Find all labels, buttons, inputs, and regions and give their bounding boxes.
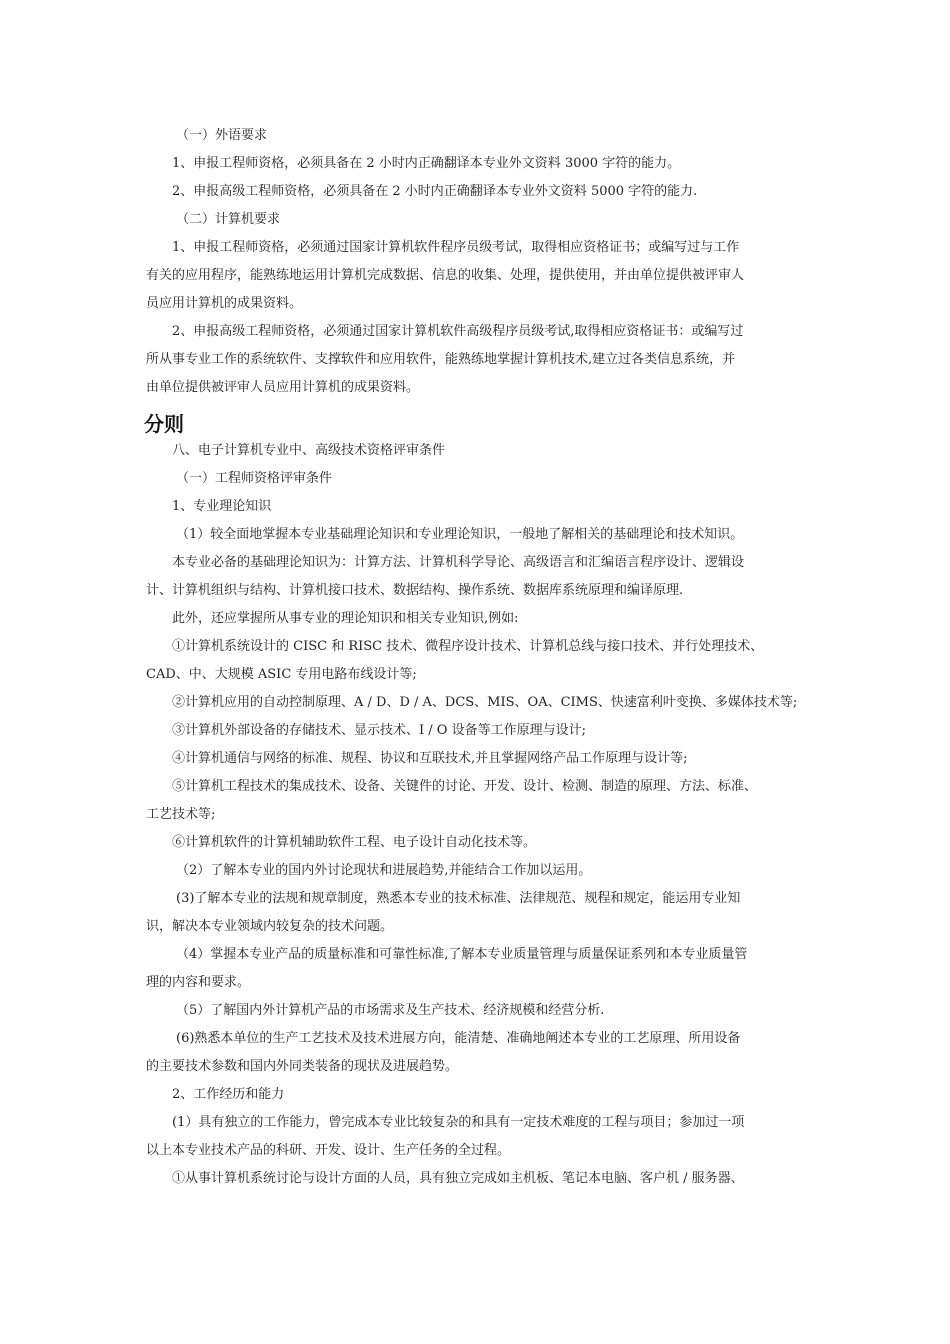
paragraph-line: 八、电子计算机专业中、高级技术资格评审条件	[172, 443, 446, 458]
paragraph-line: 计、计算机组织与结构、计算机接口技术、数据结构、操作系统、数据库系统原理和编译原理.	[146, 583, 684, 598]
paragraph-line: ⑥计算机软件的计算机辅助软件工程、电子设计自动化技术等。	[172, 835, 537, 850]
subheading-computer: （二）计算机要求	[176, 212, 281, 227]
paragraph-line: 识，解决本专业领域内较复杂的技术问题。	[146, 919, 394, 934]
paragraph-line: ③计算机外部设备的存储技术、显示技术、I / O 设备等工作原理与设计;	[172, 723, 586, 738]
paragraph-line: 2、申报高级工程师资格，必须通过国家计算机软件高级程序员级考试,取得相应资格证书：或编写过	[172, 324, 744, 339]
section-foreign-language	[146, 122, 816, 402]
section-body	[146, 437, 816, 1193]
paragraph-line: 工艺技术等;	[146, 807, 216, 822]
paragraph-line: ④计算机通信与网络的标准、规程、协议和互联技术,并且掌握网络产品工作原理与设计等;	[172, 751, 688, 766]
paragraph-line: 2、工作经历和能力	[172, 1087, 285, 1102]
paragraph-line: (3)了解本专业的法规和规章制度，熟悉本专业的技术标准、法律规范、规程和规定，能运用专业知	[176, 891, 741, 906]
paragraph-line: 理的内容和要求。	[146, 975, 251, 990]
paragraph-line: 由单位提供被评审人员应用计算机的成果资料。	[146, 380, 420, 395]
paragraph-line: ①从事计算机系统讨论与设计方面的人员，具有独立完成如主机板、笔记本电脑、客户机 / 服务器、	[172, 1171, 744, 1186]
paragraph-line: 的主要技术参数和国内外同类装备的现状及进展趋势。	[146, 1059, 459, 1074]
paragraph-line: ①计算机系统设计的 CISC 和 RISC 技术、微程序设计技术、计算机总线与接口技术、并行处理技术、	[172, 639, 764, 654]
paragraph-line: CAD、中、大规模 ASIC 专用电路布线设计等;	[146, 667, 417, 682]
paragraph-line: 有关的应用程序，能熟练地运用计算机完成数据、信息的收集、处理，提供使用，并由单位提供被评审人	[146, 268, 745, 283]
paragraph-line: 1、申报工程师资格，必须具备在 2 小时内正确翻译本专业外文资料 3000 字符的能力。	[172, 156, 681, 171]
subheading-foreign-language: （一）外语要求	[176, 128, 268, 143]
section-heading: 分则	[144, 412, 184, 436]
paragraph-line: 此外，还应掌握所从事专业的理论知识和相关专业知识,例如:	[172, 611, 519, 626]
paragraph-line: 1、专业理论知识	[172, 499, 272, 514]
paragraph-line: （1）较全面地掌握本专业基础理论知识和专业理论知识，一般地了解相关的基础理论和技术知识。	[176, 527, 744, 542]
paragraph-line: ②计算机应用的自动控制原理、A / D、D / A、DCS、MIS、OA、CIMS、快速富利叶变换、多媒体技术等;	[172, 695, 798, 710]
paragraph-line: 所从事专业工作的系统软件、支撑软件和应用软件，能熟练地掌握计算机技术,建立过各类信息系统，并	[146, 352, 736, 367]
paragraph-line: 以上本专业技术产品的科研、开发、设计、生产任务的全过程。	[146, 1143, 511, 1158]
paragraph-line: 1、申报工程师资格，必须通过国家计算机软件程序员级考试，取得相应资格证书；或编写过与工作	[172, 240, 740, 255]
paragraph-line: (1）具有独立的工作能力，曾完成本专业比较复杂的和具有一定技术难度的工程与项目；参加过一项	[172, 1115, 745, 1130]
paragraph-line: （2）了解本专业的国内外讨论现状和进展趋势,并能结合工作加以运用。	[176, 863, 592, 878]
paragraph-line: 2、申报高级工程师资格，必须具备在 2 小时内正确翻译本专业外文资料 5000 字符的能力.	[172, 184, 698, 199]
paragraph-line: （一）工程师资格评审条件	[176, 471, 333, 486]
paragraph-line: （5）了解国内外计算机产品的市场需求及生产技术、经济规模和经营分析.	[176, 1003, 605, 1018]
paragraph-line: 员应用计算机的成果资料。	[146, 296, 303, 311]
paragraph-line: 本专业必备的基础理论知识为：计算方法、计算机科学导论、高级语言和汇编语言程序设计、逻辑设	[172, 555, 745, 570]
paragraph-line: ⑤计算机工程技术的集成技术、设备、关键件的讨论、开发、设计、检测、制造的原理、方法、标准、	[172, 779, 758, 794]
paragraph-line: （4）掌握本专业产品的质量标准和可靠性标准,了解本专业质量管理与质量保证系列和本专业质量管	[176, 947, 748, 962]
paragraph-line: (6)熟悉本单位的生产工艺技术及技术进展方向，能清楚、准确地阐述本专业的工艺原理、所用设备	[176, 1031, 741, 1046]
